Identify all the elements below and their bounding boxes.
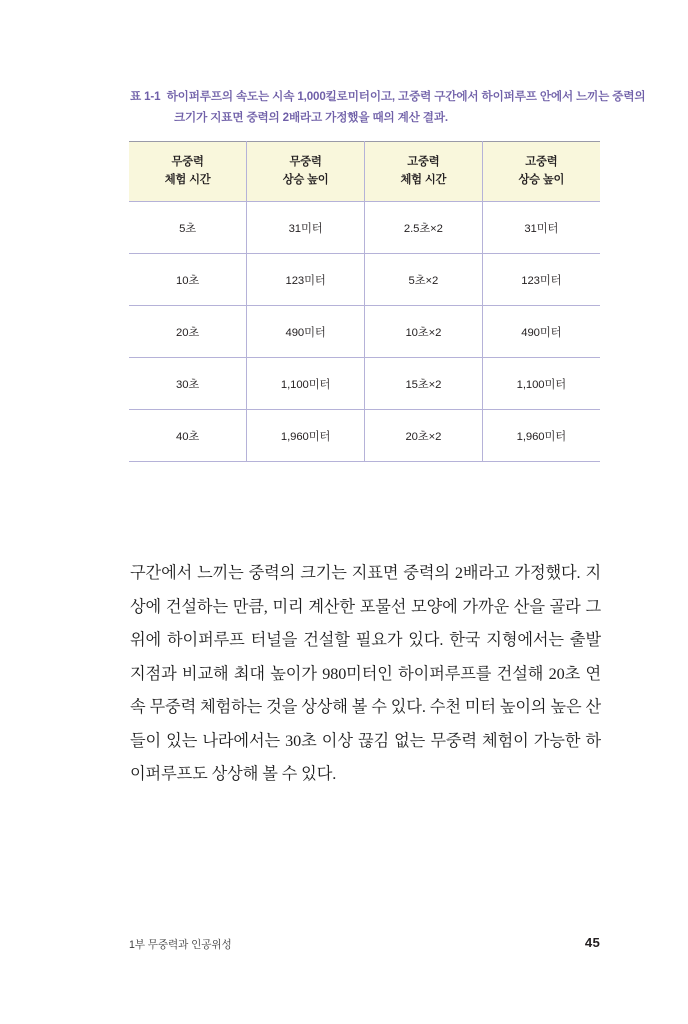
table-column-header-zero-g-height <box>247 142 365 202</box>
table-caption <box>130 86 646 128</box>
table-cell: 2.5초×2 <box>365 202 483 254</box>
header-line-2: 체험 시간 <box>400 174 447 186</box>
table-row <box>129 306 600 358</box>
table-caption-label: 표 1-1 <box>130 90 161 103</box>
table-column-header-high-g-height <box>482 142 600 202</box>
table-cell: 20초×2 <box>365 410 483 462</box>
table-cell: 10초×2 <box>365 306 483 358</box>
table-cell: 40초 <box>129 410 247 462</box>
table-column-header-high-g-duration <box>365 142 483 202</box>
table-column-header-zero-g-duration <box>129 142 247 202</box>
header-line-1: 무중력 <box>171 156 204 168</box>
table-row <box>129 254 600 306</box>
footer-page-number: 45 <box>584 935 600 950</box>
table-cell: 5초×2 <box>365 254 483 306</box>
table-header-row <box>129 142 600 202</box>
table-cell: 31미터 <box>247 202 365 254</box>
header-line-1: 고중력 <box>525 156 558 168</box>
body-paragraph: 구간에서 느끼는 중력의 크기는 지표면 중력의 2배라고 가정했다. 지상에 건설하는 만큼, 미리 계산한 포물선 모양에 가까운 산을 골라 그 위에 하이퍼루프 터널을 건설할 필요가 있다. 한국 지형에서는 출발 지점과 비교해 최대 높이가 980미터인 하이퍼루프를 건설해 20초 연속 무중력 체험하는 것을 상상해 볼 수 있다. 수천 미터 높이의 높은 산들이 있는 나라에서는 30초 이상 끊김 없는 무중력 체험이 가능한 하이퍼루프도 상상해 볼 수 있다. <box>130 564 601 784</box>
table-cell: 10초 <box>129 254 247 306</box>
table-cell: 15초×2 <box>365 358 483 410</box>
table-cell: 1,100미터 <box>247 358 365 410</box>
header-line-2: 상승 높이 <box>282 174 329 186</box>
table-cell: 20초 <box>129 306 247 358</box>
header-line-1: 무중력 <box>289 156 322 168</box>
table-cell: 490미터 <box>482 306 600 358</box>
table-cell: 123미터 <box>482 254 600 306</box>
table-caption-text: 하이퍼루프의 속도는 시속 1,000킬로미터이고, 고중력 구간에서 하이퍼루프 안에서 느끼는 중력의 크기가 지표면 중력의 2배라고 가정했을 때의 계산 결과. <box>166 90 646 124</box>
table-cell: 1,100미터 <box>482 358 600 410</box>
footer-running-head: 1부 무중력과 인공위성 <box>129 939 232 951</box>
header-line-2: 체험 시간 <box>164 174 211 186</box>
table-row <box>129 202 600 254</box>
header-line-1: 고중력 <box>407 156 440 168</box>
header-line-2: 상승 높이 <box>518 174 565 186</box>
table-cell: 31미터 <box>482 202 600 254</box>
table-header <box>129 142 600 202</box>
table-row <box>129 410 600 462</box>
hyperloop-calculation-table <box>129 141 600 462</box>
table-cell: 1,960미터 <box>247 410 365 462</box>
table-cell: 490미터 <box>247 306 365 358</box>
table-body <box>129 202 600 462</box>
table-row <box>129 358 600 410</box>
table-cell: 123미터 <box>247 254 365 306</box>
table-cell: 5초 <box>129 202 247 254</box>
table-cell: 30초 <box>129 358 247 410</box>
table-cell: 1,960미터 <box>482 410 600 462</box>
